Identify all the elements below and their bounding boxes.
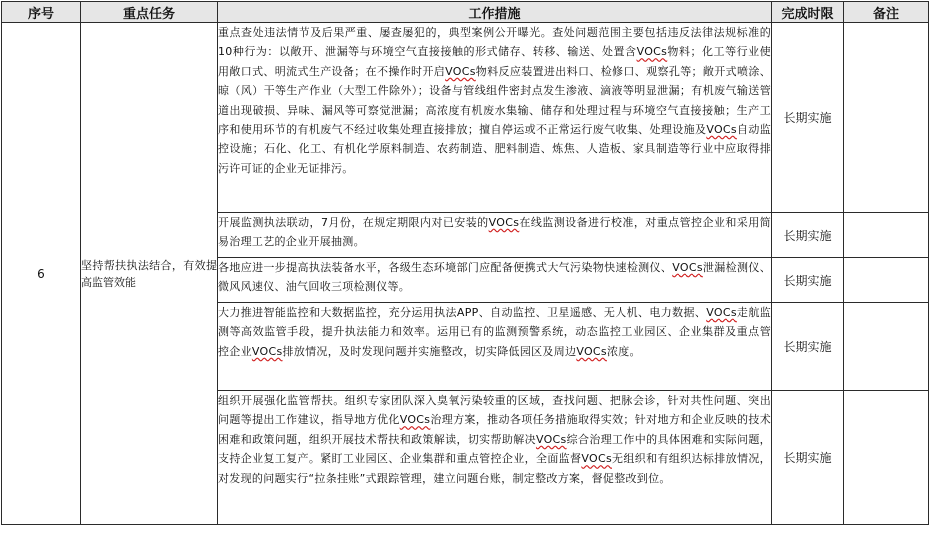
row-index: 6 — [2, 23, 81, 525]
deadline-cell: 长期实施 — [772, 258, 844, 303]
spellcheck-mark: VOCs — [636, 45, 668, 59]
measure-cell: 大力推进智能监控和大数据监控，充分运用执法APP、自动监控、卫星遥感、无人机、电力数据、VOCs走航监测等高效监管手段，提升执法能力和效率。运用已有的监测预警系统，动态监控工业园区、企业集群及重点管控企业VOCs排放情况，及时发现问题并实施整改，切实降低园区及周边VOCs浓度。 — [218, 303, 772, 391]
measure-cell: 开展监测执法联动，7月份，在规定期限内对已安装的VOCs在线监测设备进行校准，对重点管控企业和采用简易治理工艺的企业开展抽测。 — [218, 213, 772, 258]
header-row — [2, 2, 929, 23]
remark-cell — [844, 303, 929, 391]
header-deadline: 完成时限 — [772, 2, 844, 23]
deadline-cell: 长期实施 — [772, 213, 844, 258]
deadline-cell: 长期实施 — [772, 391, 844, 525]
measures-table — [1, 1, 929, 525]
spellcheck-mark: VOCs — [672, 261, 703, 274]
deadline-cell: 长期实施 — [772, 23, 844, 213]
spellcheck-mark: VOCs — [581, 452, 612, 466]
measure-cell: 组织开展强化监管帮扶。组织专家团队深入臭氧污染较重的区域，查找问题、把脉会诊，针对共性问题、突出问题等提出工作建议，指导地方优化VOCs治理方案，推动各项任务措施取得实效；针对地方和企业反映的技术困难和政策问题，组织开展技术帮扶和政策解读，切实帮助解决VOCs综合治理工作中的具体困难和实际问题，支持企业复工复产。紧盯工业园区、企业集群和重点管控企业，全面监督VOCs无组织和有组织达标排放情况，对发现的问题实行“拉条挂账”式跟踪管理，建立问题台账，制定整改方案，督促整改到位。 — [218, 391, 772, 525]
spellcheck-mark: VOCs — [706, 123, 737, 137]
task-cell: 坚持帮扶执法结合，有效提高监管效能 — [81, 23, 218, 525]
header-measures: 工作措施 — [218, 2, 772, 23]
spellcheck-mark: VOCs — [706, 306, 737, 319]
spellcheck-mark: VOCs — [535, 432, 567, 446]
remark-cell — [844, 391, 929, 525]
table-row — [2, 23, 929, 213]
remark-cell — [844, 258, 929, 303]
measure-cell: 各地应进一步提高执法装备水平，各级生态环境部门应配备便携式大气污染物快速检测仪、VOCs泄漏检测仪、微风风速仪、油气回收三项检测仪等。 — [218, 258, 772, 303]
measure-cell: 重点查处违法情节及后果严重、屡查屡犯的，典型案例公开曝光。查处问题范围主要包括违反法律法规标准的10种行为：以敞开、泄漏等与环境空气直接接触的形式储存、转移、输送、处置含VOCs物料；化工等行业使用敞口式、明流式生产设备；在不操作时开启VOCs物料反应装置进出料口、检修口、观察孔等；敞开式喷涂、晾（风）干等生产作业（大型工件除外）；设备与管线组件密封点发生渗液、滴液等明显泄漏；有机废气输送管道出现破损、异味、漏风等可察觉泄漏；高浓度有机废水集输、储存和处理过程与环境空气直接接触；生产工序和使用环节的有机废气不经过收集处理直接排放；擅自停运或不正常运行废气收集、处理设施及VOCs自动监控设施；石化、化工、有机化学原料制造、农药制造、肥料制造、炼焦、人造板、家具制造等行业中应取得排污许可证的企业无证排污。 — [218, 23, 772, 213]
spellcheck-mark: VOCs — [399, 413, 431, 427]
remark-cell — [844, 23, 929, 213]
header-task: 重点任务 — [81, 2, 218, 23]
deadline-cell: 长期实施 — [772, 303, 844, 391]
spellcheck-mark: VOCs — [445, 64, 476, 78]
spellcheck-mark: VOCs — [576, 344, 607, 358]
spellcheck-mark: VOCs — [251, 344, 283, 358]
spellcheck-mark: VOCs — [488, 216, 520, 229]
header-remarks: 备注 — [844, 2, 929, 23]
remark-cell — [844, 213, 929, 258]
header-index: 序号 — [2, 2, 81, 23]
